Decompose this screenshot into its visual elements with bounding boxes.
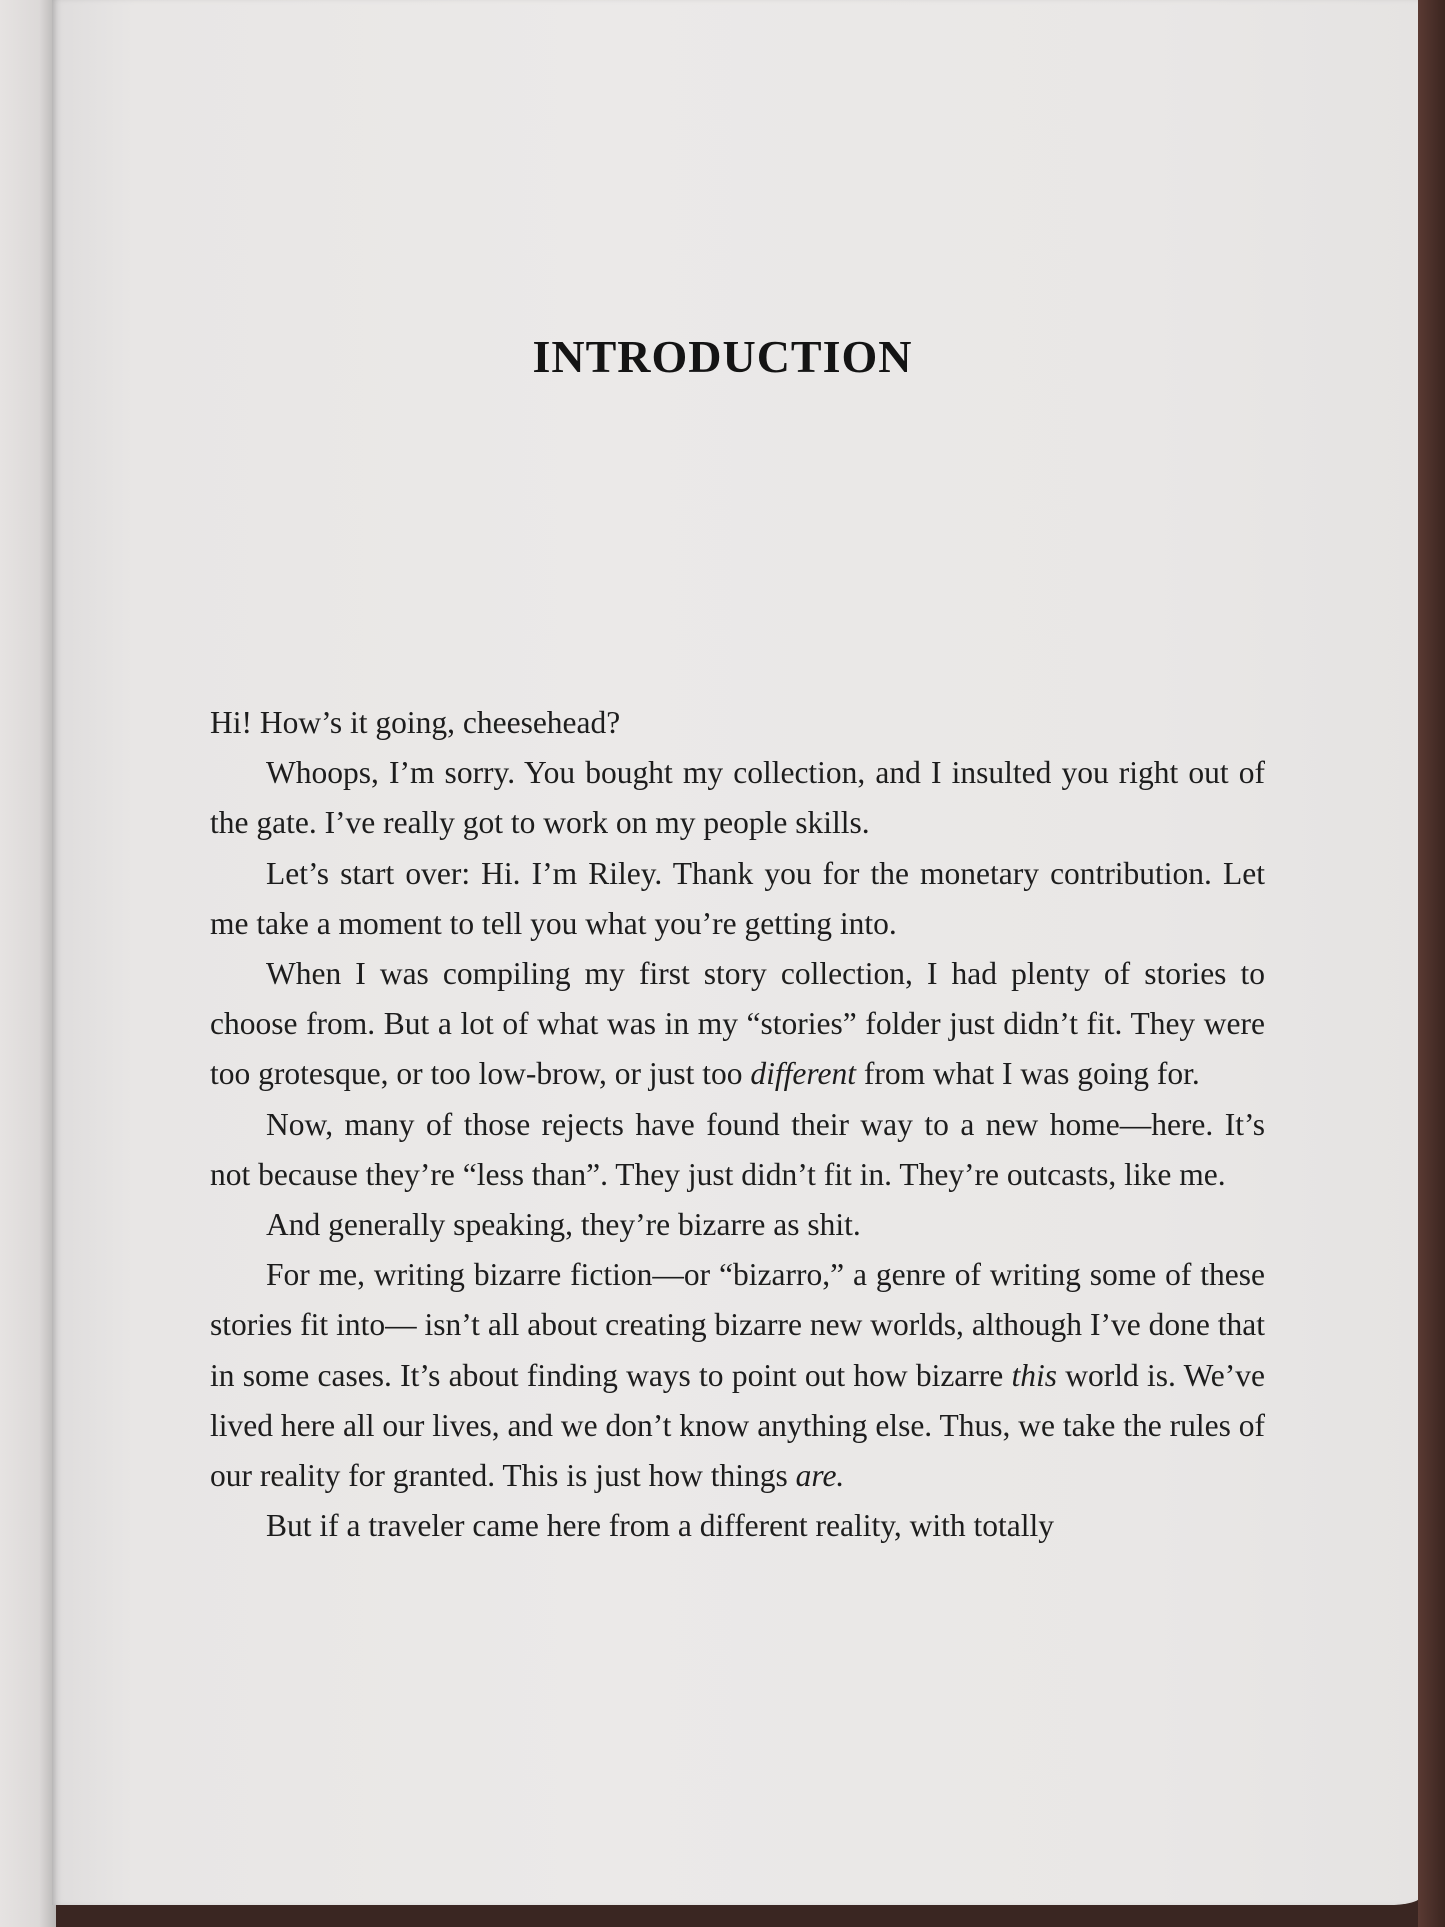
emphasis: different <box>750 1056 856 1092</box>
page-edge-shadow <box>1418 0 1445 1927</box>
paragraph: Whoops, I’m sorry. You bought my collection, and I insulted you right out of the gate. I’ve really got to work on my people skills. <box>210 755 1265 841</box>
chapter-title: INTRODUCTION <box>532 331 913 382</box>
paragraph <box>210 1250 1265 1501</box>
paragraph <box>210 949 1265 1100</box>
paragraph: Let’s start over: Hi. I’m Riley. Thank you for the monetary contribution. Let me take a moment to tell you what you’re getting into. <box>210 855 1265 941</box>
text-run: For me, writing bizarre fiction—or “bizarro,” a genre of writing some of these stories fit into— isn’t all about creating bizarre new worlds, although I’ve done that in some cases. It’s about finding ways to point out how bizarre <box>210 1257 1265 1393</box>
chapter-body <box>210 698 1265 1551</box>
facing-page-edge <box>0 0 56 1927</box>
emphasis: this <box>1011 1357 1058 1393</box>
text-run: When I was compiling my first story collection, I had plenty of stories to choose from. But a lot of what was in my “stories” folder just didn’t fit. They were too grotesque, or too low-brow, or just too <box>210 956 1265 1092</box>
emphasis: are. <box>795 1458 845 1494</box>
text-run: from what I was going for. <box>855 1056 1200 1092</box>
paragraph: Hi! How’s it going, cheesehead? <box>210 705 621 740</box>
paragraph: But if a traveler came here from a different reality, with totally <box>266 1508 1055 1544</box>
text-run: world is. We’ve lived here all our lives, and we don’t know anything else. Thus, we take the rules of our reality for granted. This is just how things <box>210 1357 1265 1494</box>
paragraph: Now, many of those rejects have found their way to a new home—here. It’s not because they’re “less than”. They just didn’t fit in. They’re outcasts, like me. <box>210 1106 1265 1192</box>
paragraph: And generally speaking, they’re bizarre as shit. <box>266 1207 861 1243</box>
